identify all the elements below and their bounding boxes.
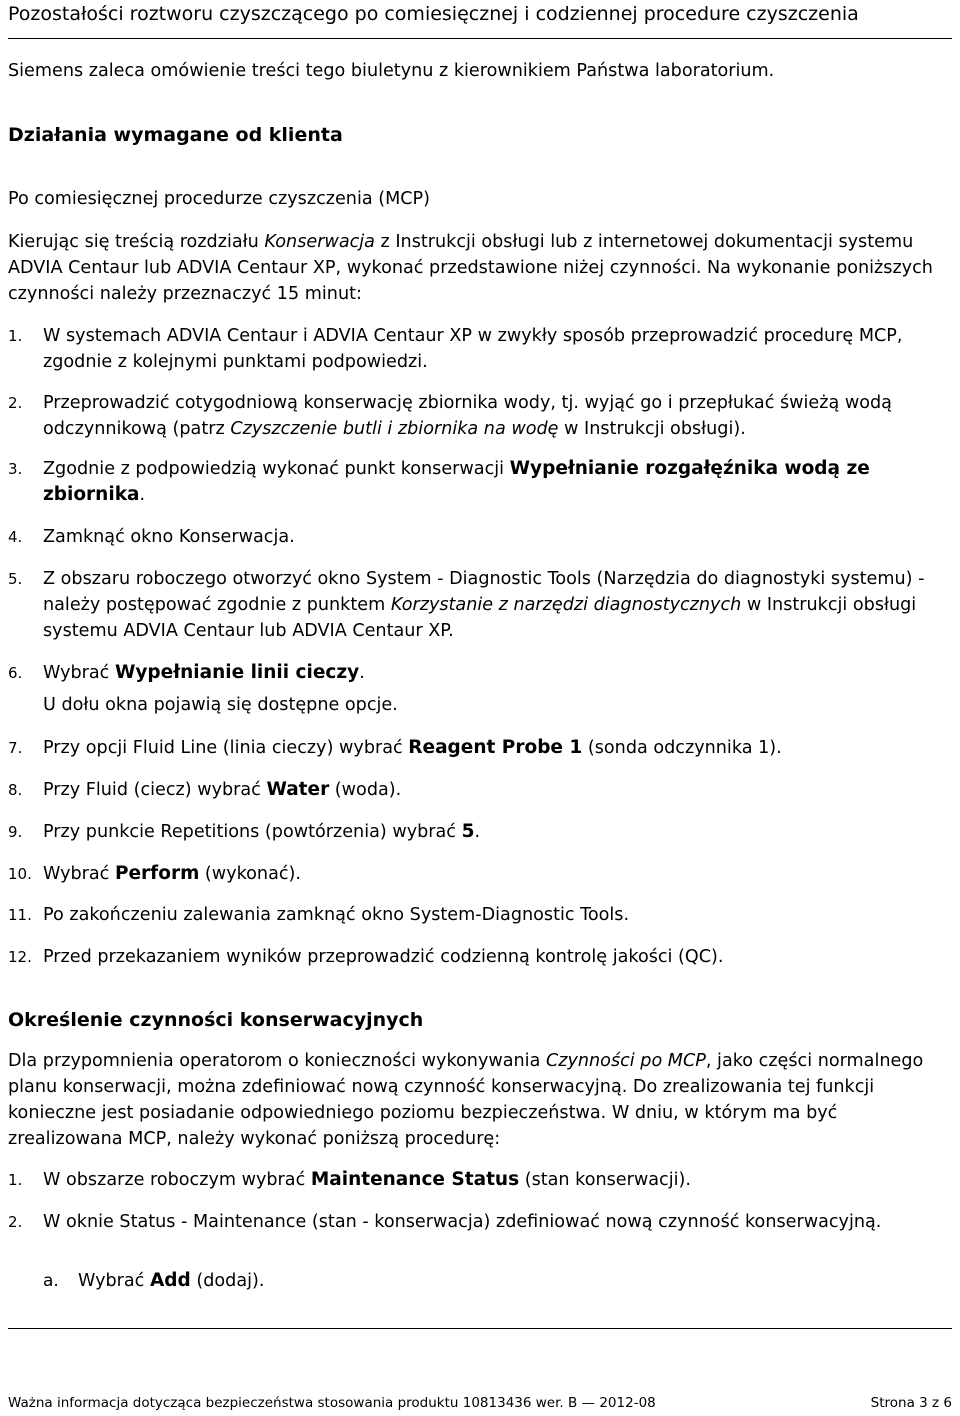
section-heading-customer-actions: Działania wymagane od klienta (8, 124, 343, 146)
section-heading-maintenance-definition: Określenie czynności konserwacyjnych (8, 1009, 424, 1031)
mcp-intro-paragraph: Kierując się treścią rozdziału Konserwacja z Instrukcji obsługi lub z internetowej dokumentacji systemu ADVIA Centaur lub ADVIA Centaur XP, wykonać przedstawione niżej czynności. Na wykonanie poniższych czynności należy przeznaczyć 15 minut: (8, 232, 933, 304)
footer-product-info: Ważna informacja dotycząca bezpieczeństwa stosowania produktu 10813436 wer. B — 2012-08 (8, 1395, 656, 1411)
header-title: Pozostałości roztworu czyszczącego po comiesięcznej i codziennej procedure czyszczenia (8, 3, 859, 25)
intro-text: Siemens zaleca omówienie treści tego biuletynu z kierownikiem Państwa laboratorium. (8, 61, 775, 81)
header-divider (8, 38, 952, 39)
footer-page-number: Strona 3 z 6 (870, 1395, 952, 1411)
subheading-mcp: Po comiesięcznej procedurze czyszczenia (MCP) (8, 189, 431, 209)
maintenance-paragraph: Dla przypomnienia operatorom o konieczności wykonywania Czynności po MCP, jako części normalnego planu konserwacji, można zdefiniować nową czynność konserwacyjną. Do zrealizowania tej funkcji konieczne jest posiadanie odpowiedniego poziomu bezpieczeństwa. W dniu, w którym ma być zrealizowana MCP, należy wykonać poniższą procedurę: (8, 1051, 924, 1149)
footer-divider (8, 1328, 952, 1329)
document-page: Pozostałości roztworu czyszczącego po comiesięcznej i codziennej procedure czyszczenia Siemens zaleca omówienie treści tego biuletynu z kierownikiem Państwa laboratorium. Działania wymagane od klienta Po comiesięcznej procedurze czyszczenia (MCP) Kierując się treścią rozdziału Konserwacja z Instrukcji obsługi lub z internetowej dokumentacji systemu ADVIA Centaur lub ADVIA Centaur XP, wykonać przedstawione niżej czynności. Na wykonanie poniższych czynności należy przeznaczyć 15 minut: 1. W systemach ADVIA Centaur i ADVIA Centaur XP w zwykły sposób przeprowadzić procedurę MCP, zgodnie z kolejnymi punktami podpowiedzi. 2. Przeprowadzić cotygodniową konserwację zbiornika wody, tj. wyjąć go i przepłukać świeżą wodą odczynnikową (patrz Czyszczenie butli i zbiornika na wodę w Instrukcji obsługi). 3. Zgodnie z podpowiedzią wykonać punkt konserwacji Wypełnianie rozgałęźnika wodą ze zbiornika. 4. Zamknąć okno Konserwacja. 5. Z obszaru roboczego otworzyć okno System - Diagnostic Tools (Narzędzia do diagnostyki systemu) - należy postępować zgodnie z punktem Korzystanie z narzędzi diagnostycznych w Instrukcji obsługi systemu ADVIA Centaur lub ADVIA Centaur XP. 6. Wybrać Wypełnianie linii cieczy. U dołu okna pojawią się dostępne opcje. 7. Przy opcji Fluid Line (linia cieczy) wybrać Reagent Probe 1 (sonda odczynnika 1). 8. Przy Fluid (ciecz) wybrać Water (woda). 9. Przy punkcie Repetitions (powtórzenia) wybrać 5. 10. Wybrać Perform (wykonać). 11. Po zakończeniu zalewania zamknąć okno System-Diagnostic Tools. 12. Przed przekazaniem wyników przeprowadzić codzienną kontrolę jakości (QC). Określenie czynności konserwacyjnych Dla przypomnienia operatorom o konieczności wykonywania Czynności po MCP, jako części normalnego planu konserwacji, można zdefiniować nową czynność konserwacyjną. Do zrealizowania tej funkcji konieczne jest posiadanie odpowiedniego poziomu bezpieczeństwa. W dniu, w którym ma być zrealizowana MCP, należy wykonać poniższą procedurę: 1. W obszarze roboczym wybrać Maintenance Status (stan konserwacji). 2. W oknie Status - Maintenance (stan - konserwacja) zdefiniować nową czynność konserwacyjną. a. Wybrać Add (dodaj). Ważna informacja dotycząca bezpieczeństwa stosowania produktu 10813436 wer. B — 2012-08 Strona 3 z 6 (8, 3, 952, 1411)
